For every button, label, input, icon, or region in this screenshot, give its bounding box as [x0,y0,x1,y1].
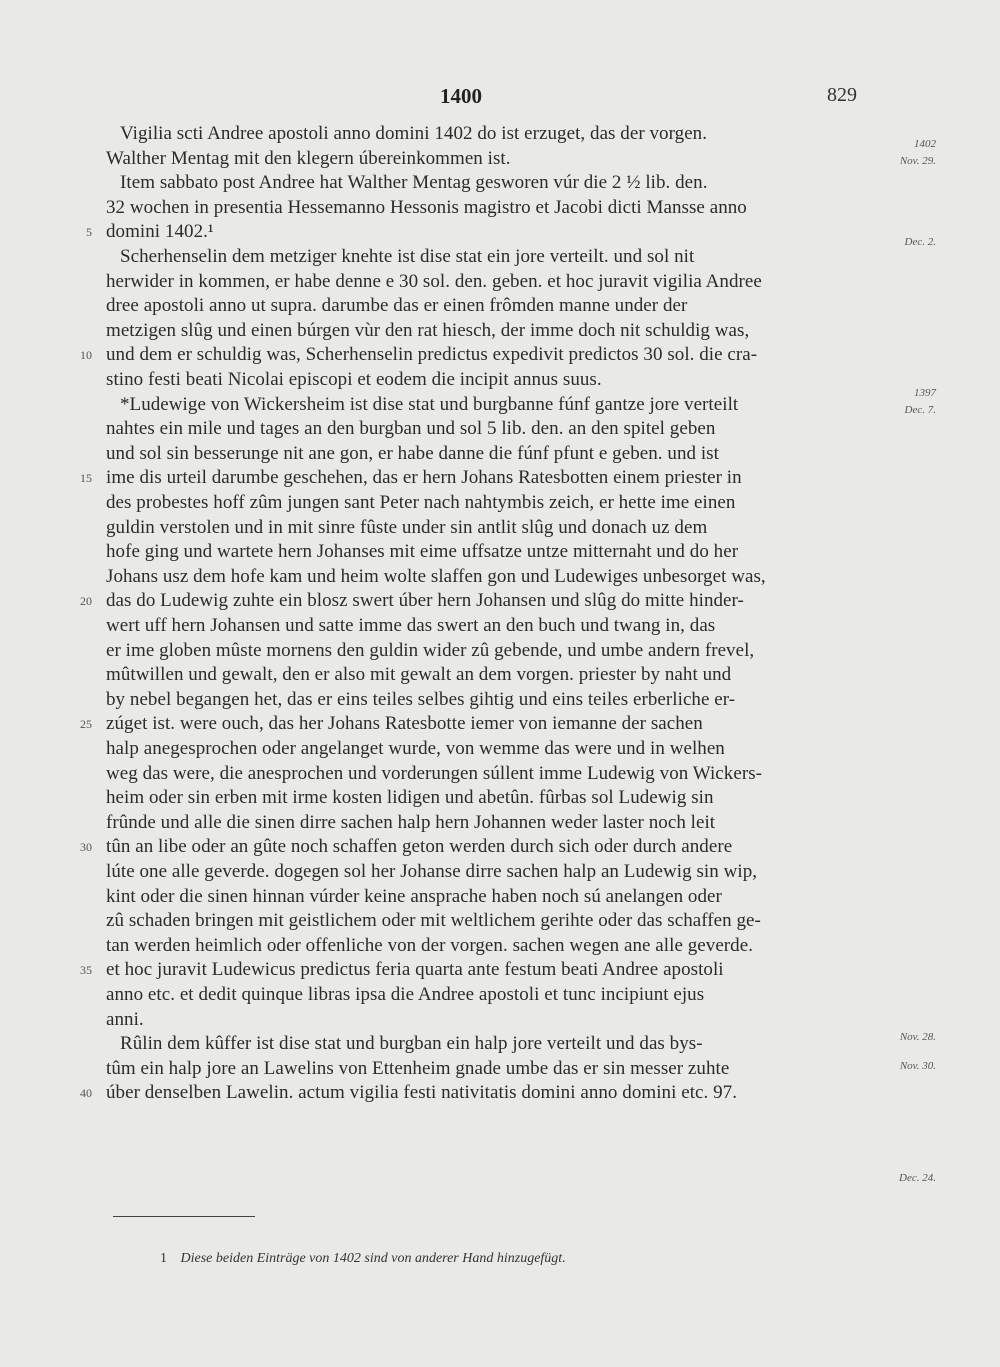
margin-note: Nov. 30. [899,1060,936,1072]
line-number: 30 [80,840,92,854]
page-header [0,84,1000,114]
text-line: zúget ist. were ouch, das her Johans Ratesbotte iemer von iemanne der sachen [106,713,703,734]
footnote-text: Diese beiden Einträge von 1402 sind von anderer Hand hinzugefügt. [180,1251,566,1266]
footnote-rule [113,1216,255,1217]
margin-note: Dec. 24. [899,1172,936,1184]
text-line: úber denselben Lawelin. actum vigilia festi nativitatis domini anno domini etc. 97. [106,1082,738,1103]
text-line: ime dis urteil darumbe geschehen, das er hern Johans Ratesbotten einem priester in [106,467,742,488]
text-line: tûm ein halp jore an Lawelins von Ettenheim gnade umbe das er sin messer zuhte [106,1058,730,1079]
text-line: anno etc. et dedit quinque libras ipsa die Andree apostoli et tunc incipiunt ejus [106,984,705,1005]
text-line: des probestes hoff zûm jungen sant Peter nach nahtymbis zeich, er hette ime einen [106,492,736,513]
margin-note: 1397 [914,387,936,399]
text-line: 32 wochen in presentia Hessemanno Hessonis magistro et Jacobi dicti Mansse anno [106,197,747,218]
text-line: *Ludewige von Wickersheim ist dise stat und burgbanne fúnf gantze jore verteilt [120,394,739,415]
text-line: wert uff hern Johansen und satte imme das swert an den buch und twang in, das [106,615,716,636]
margin-note: Dec. 2. [904,236,936,248]
line-number: 15 [80,471,92,485]
text-line: Vigilia scti Andree apostoli anno domini 1402 do ist erzuget, das der vorgen. [120,123,708,144]
margin-note: Nov. 29. [899,155,936,167]
text-line: lúte one alle geverde. dogegen sol her Johanse dirre sachen halp an Ludewig sin wip, [106,861,758,882]
line-number: 20 [80,594,92,608]
text-line: halp anegesprochen oder angelanget wurde, von wemme das were und in welhen [106,738,725,759]
text-line: hofe ging und wartete hern Johanses mit eime uffsatze untze mitternaht und do her [106,541,739,562]
text-line: er ime globen mûste mornens den guldin wider zû gebende, und umbe andern frevel, [106,640,755,661]
text-line: Johans usz dem hofe kam und heim wolte slaffen gon und Ludewiges unbesorget was, [106,566,766,587]
text-line: weg das were, die anesprochen und vorderungen súllent imme Ludewig von Wickers- [106,763,763,784]
text-line: herwider in kommen, er habe denne e 30 sol. den. geben. et hoc juravit vigilia Andree [106,271,762,292]
line-number: 10 [80,348,92,362]
text-line: zû schaden bringen mit geistlichem oder mit weltlichem gerihte oder das schaffen ge- [106,910,761,931]
margin-note: 1402 [914,138,936,150]
text-line: Rûlin dem kûffer ist dise stat und burgban ein halp jore verteilt und das bys- [120,1033,703,1054]
footnote [160,1250,566,1268]
margin-note: Dec. 7. [904,404,936,416]
text-line: heim oder sin erben mit irme kosten lidigen und abetûn. fûrbas sol Ludewig sin [106,787,714,808]
text-line: und dem er schuldig was, Scherhenselin predictus expedivit predictos 30 sol. die cra- [106,344,758,365]
text-line: dree apostoli anno ut supra. darumbe das er einen frômden manne under der [106,295,688,316]
text-line: nahtes ein mile und tages an den burgban und sol 5 lib. den. an den spitel geben [106,418,716,439]
running-head-year: 1400 [440,84,482,108]
line-number: 5 [86,225,92,239]
text-line: kint oder die sinen hinnan vúrder keine ansprache haben noch sú anelangen oder [106,886,722,907]
text-line: et hoc juravit Ludewicus predictus feria quarta ante festum beati Andree apostoli [106,959,724,980]
line-number: 25 [80,717,92,731]
text-line: anni. [106,1009,144,1030]
margin-note: Nov. 28. [899,1031,936,1043]
line-number: 35 [80,963,92,977]
line-number: 40 [80,1086,92,1100]
text-line: frûnde und alle die sinen dirre sachen halp hern Johannen weder laster noch leit [106,812,716,833]
page-number: 829 [827,84,857,106]
text-line: stino festi beati Nicolai episcopi et eodem die incipit annus suus. [106,369,602,390]
text-line: mûtwillen und gewalt, den er also mit gewalt an dem vorgen. priester by naht und [106,664,732,685]
text-line: und sol sin besserunge nit ane gon, er habe danne die fúnf pfunt e geben. und ist [106,443,719,464]
text-line: Scherhenselin dem metziger knehte ist dise stat ein jore verteilt. und sol nit [120,246,695,267]
text-line: metzigen slûg und einen búrgen vùr den rat hiesch, der imme doch nit schuldig was, [106,320,750,341]
text-line: Walther Mentag mit den klegern úbereinkommen ist. [106,148,511,169]
text-line: das do Ludewig zuhte ein blosz swert úber hern Johansen und slûg do mitte hinder- [106,590,744,611]
text-line: by nebel begangen het, das er eins teiles selbes gihtig und eins teiles erberliche er- [106,689,736,710]
text-line: domini 1402.¹ [106,221,214,242]
text-line: tan werden heimlich oder offenliche von der vorgen. sachen wegen ane alle geverde. [106,935,754,956]
footnote-number: 1 [160,1251,167,1266]
text-line: guldin verstolen und in mit sinre fûste under sin antlit slûg und donach uz dem [106,517,708,538]
text-line: tûn an libe oder an gûte noch schaffen geton werden durch sich oder durch andere [106,836,733,857]
text-line: Item sabbato post Andree hat Walther Mentag gesworen vúr die 2 ½ lib. den. [120,172,708,193]
